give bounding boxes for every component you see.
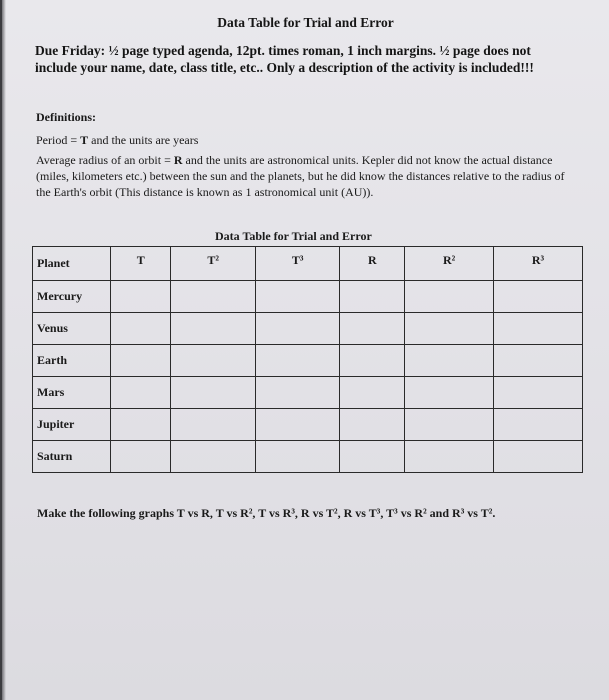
table-row [33, 377, 583, 409]
blank-cell [171, 345, 255, 377]
planet-cell: Saturn [33, 441, 111, 473]
average-suffix: and the units are astronomical units. Kepler did not know the actual distance (miles, kilometers etc.) between the sun and the planets, but he did know the distances relative to the radius of the Earth's orbit (This distance is known as 1 astronomical unit (AU)). [36, 153, 565, 199]
blank-cell [171, 441, 255, 473]
blank-cell [111, 345, 171, 377]
average-prefix: Average radius of an orbit = [36, 153, 174, 167]
blank-cell [340, 313, 405, 345]
table-row [33, 409, 583, 441]
blank-cell [494, 409, 583, 441]
blank-cell [340, 345, 405, 377]
blank-cell [405, 313, 494, 345]
period-symbol: T [80, 133, 89, 147]
blank-cell [405, 441, 494, 473]
blank-cell [494, 441, 583, 473]
blank-cell [111, 441, 171, 473]
header-r2: R² [405, 247, 494, 281]
period-definition [36, 133, 198, 148]
table-row [33, 345, 583, 377]
blank-cell [111, 377, 171, 409]
table-row [33, 313, 583, 345]
table-title: Data Table for Trial and Error [215, 229, 372, 243]
blank-cell [494, 377, 583, 409]
blank-cell [340, 281, 405, 313]
blank-cell [340, 441, 405, 473]
blank-cell [255, 345, 339, 377]
table-row [33, 281, 583, 313]
header-r3: R³ [494, 247, 583, 281]
blank-cell [340, 377, 405, 409]
period-suffix: and the units are years [88, 133, 199, 147]
graphs-instruction: Make the following graphs T vs R, T vs R², T vs R³, R vs T², R vs T³, T³ vs R² and R³ vs T². [37, 506, 496, 520]
blank-cell [255, 409, 339, 441]
header-r: R [340, 247, 405, 281]
planet-cell: Jupiter [33, 409, 111, 441]
blank-cell [405, 409, 494, 441]
planet-cell: Venus [33, 313, 111, 345]
average-symbol: R [173, 153, 183, 167]
blank-cell [405, 345, 494, 377]
worksheet-page [2, 0, 609, 700]
header-planet: Planet [33, 247, 111, 281]
blank-cell [494, 281, 583, 313]
page-title: Data Table for Trial and Error [217, 15, 394, 30]
blank-cell [255, 377, 339, 409]
blank-cell [255, 441, 339, 473]
due-instructions: Due Friday: ½ page typed agenda, 12pt. times roman, 1 inch margins. ½ page does not include your name, date, class title, etc.. Only a description of the activity is included!!! [35, 43, 534, 75]
blank-cell [255, 313, 339, 345]
blank-cell [494, 345, 583, 377]
header-t2: T² [171, 247, 255, 281]
planet-cell: Earth [33, 345, 111, 377]
data-table [32, 246, 583, 473]
table-header-row [33, 247, 583, 281]
blank-cell [340, 409, 405, 441]
blank-cell [405, 377, 494, 409]
blank-cell [494, 313, 583, 345]
period-prefix: Period = [36, 133, 81, 147]
average-radius-definition [36, 152, 571, 200]
blank-cell [171, 281, 255, 313]
blank-cell [171, 313, 255, 345]
header-t3: T³ [255, 247, 339, 281]
blank-cell [111, 409, 171, 441]
definitions-heading: Definitions: [36, 110, 96, 124]
page-edge-shadow [0, 0, 6, 700]
table-row [33, 441, 583, 473]
blank-cell [405, 281, 494, 313]
blank-cell [255, 281, 339, 313]
blank-cell [171, 377, 255, 409]
blank-cell [111, 281, 171, 313]
planet-cell: Mercury [33, 281, 111, 313]
planet-cell: Mars [33, 377, 111, 409]
blank-cell [111, 313, 171, 345]
header-t: T [111, 247, 171, 281]
blank-cell [171, 409, 255, 441]
